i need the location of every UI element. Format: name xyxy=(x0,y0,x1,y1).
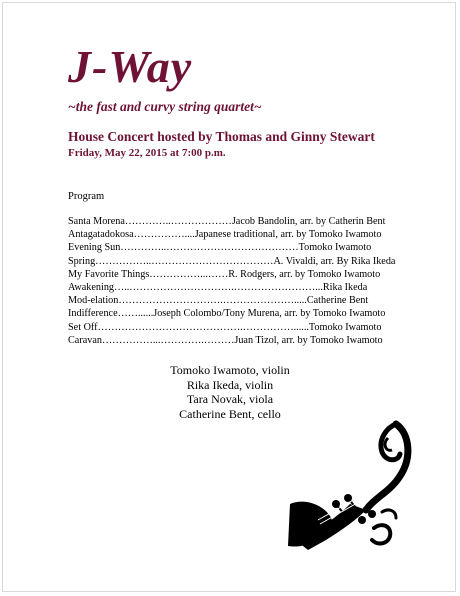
band-tagline: ~the fast and curvy string quartet~ xyxy=(68,99,262,114)
program-item: Spring……………..………………………………A. Vivaldi, arr. By Rika Ikeda xyxy=(68,255,396,267)
program-item: Mod-elation………………………….………………….....Catherine Bent xyxy=(68,295,369,307)
program-item: Evening Sun…………..…………………………………Tomoko Iwamoto xyxy=(68,242,372,254)
program-item: Indifference……......Joseph Colombo/Tony Murena, arr. by Tomoko Iwamoto xyxy=(68,308,386,320)
performer-name: Tomoko Iwamoto, violin xyxy=(170,363,290,377)
program-item: Caravan……………...………….………Juan Tizol, arr. by Tomoko Iwamoto xyxy=(68,334,383,346)
program-item: Antagatadokosa……………....Japanese traditional, arr. by Tomoko Iwamoto xyxy=(68,229,382,241)
date-line: Friday, May 22, 2015 at 7:00 p.m. xyxy=(68,147,226,159)
program-list xyxy=(68,215,408,347)
band-title: J-Way xyxy=(68,41,193,92)
program-item: My Favorite Things……………...……R. Rodgers, arr. by Tomoko Iwamoto xyxy=(68,268,381,280)
performer-list xyxy=(110,363,350,421)
host-line: House Concert hosted by Thomas and Ginny Stewart xyxy=(68,129,375,144)
performer-name: Tara Novak, viola xyxy=(186,392,274,406)
program-item: Santa Morena…………..………………Jacob Bandolin, arr. by Catherin Bent xyxy=(68,216,386,227)
program-item: Awakening…..………………………….……………………...Rika Ikeda xyxy=(68,282,368,294)
program-item: Set Off…………………………………….……………......Tomoko Iwamoto xyxy=(68,321,382,333)
performer-name: Rika Ikeda, violin xyxy=(186,377,274,392)
program-heading: Program xyxy=(68,191,105,202)
performer-name: Catherine Bent, cello xyxy=(179,406,281,421)
cello-scroll-icon xyxy=(278,418,418,553)
